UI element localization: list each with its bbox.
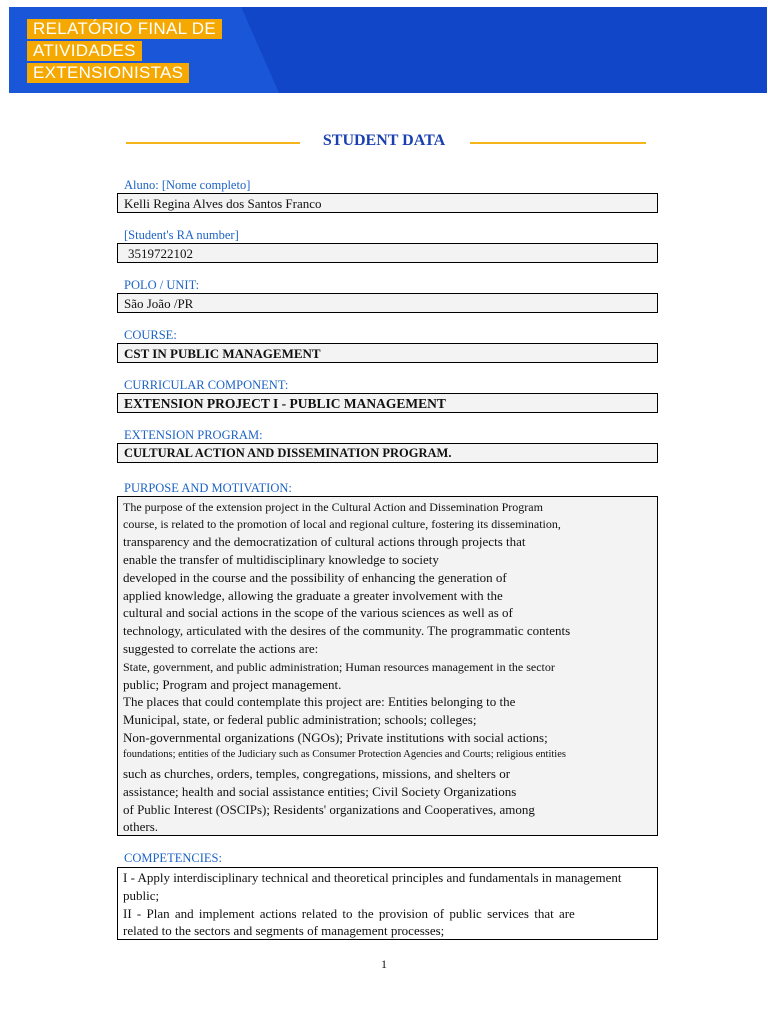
purpose-line: The places that could contemplate this project are: Entities belonging to the [123,694,516,709]
ra-number-field[interactable]: 3519722102 [117,243,658,263]
header-banner [9,7,767,93]
course-label: COURSE: [124,328,177,342]
purpose-line: foundations; entities of the Judiciary such as Consumer Protection Agencies and Courts; religious entities [123,749,566,760]
student-name-field[interactable]: Kelli Regina Alves dos Santos Franco [117,193,658,213]
purpose-line: suggested to correlate the actions are: [123,641,319,656]
purpose-line: Municipal, state, or federal public administration; schools; colleges; [123,712,477,727]
extension-program-label: EXTENSION PROGRAM: [124,428,263,442]
purpose-label: PURPOSE AND MOTIVATION: [124,481,292,495]
purpose-line: course, is related to the promotion of local and regional culture, fostering its dissemination, [123,517,561,531]
competency-line: II - Plan and implement actions related to the provision of public services that are [123,906,575,921]
course-field[interactable]: CST IN PUBLIC MANAGEMENT [117,343,658,363]
competency-line: I - Apply interdisciplinary technical and theoretical principles and fundamentals in management [123,870,622,885]
purpose-line: developed in the course and the possibility of enhancing the generation of [123,570,507,585]
purpose-line: enable the transfer of multidisciplinary knowledge to society [123,552,439,567]
purpose-line: assistance; health and social assistance entities; Civil Society Organizations [123,784,517,799]
competency-line: public; [123,888,160,903]
page-number: 1 [381,957,387,971]
purpose-line: others. [123,819,159,834]
curricular-component-field[interactable]: EXTENSION PROJECT I - PUBLIC MANAGEMENT [117,393,658,413]
extension-program-field[interactable]: CULTURAL ACTION AND DISSEMINATION PROGRAM. [117,443,658,463]
purpose-line: Non-governmental organizations (NGOs); Private institutions with social actions; [123,730,548,745]
ra-number-label: [Student's RA number] [124,228,239,242]
purpose-line: public; Program and project management. [123,677,342,692]
purpose-line: transparency and the democratization of cultural actions through projects that [123,534,526,549]
purpose-line: State, government, and public administration; Human resources management in the sector [123,660,555,674]
purpose-line: applied knowledge, allowing the graduate a greater involvement with the [123,588,503,603]
section-title: STUDENT DATA [322,132,446,149]
polo-label: POLO / UNIT: [124,278,200,292]
banner-title-line-2: ATIVIDADES [27,41,142,61]
competency-line: related to the sectors and segments of management processes; [123,923,445,938]
purpose-line: technology, articulated with the desires of the community. The programmatic contents [123,623,571,638]
competencies-label: COMPETENCIES: [124,851,222,865]
purpose-line: such as churches, orders, temples, congregations, missions, and shelters or [123,766,511,781]
purpose-line: of Public Interest (OSCIPs); Residents' organizations and Cooperatives, among [123,802,535,817]
purpose-line: The purpose of the extension project in the Cultural Action and Dissemination Program [123,500,543,514]
student-name-label: Aluno: [Nome completo] [124,178,251,192]
polo-field[interactable]: São João /PR [117,293,658,313]
curricular-component-label: CURRICULAR COMPONENT: [124,378,289,392]
purpose-line: cultural and social actions in the scope of the various sciences as well as of [123,605,513,620]
banner-title-line-1: RELATÓRIO FINAL DE [27,19,222,39]
banner-title-line-3: EXTENSIONISTAS [27,63,189,83]
